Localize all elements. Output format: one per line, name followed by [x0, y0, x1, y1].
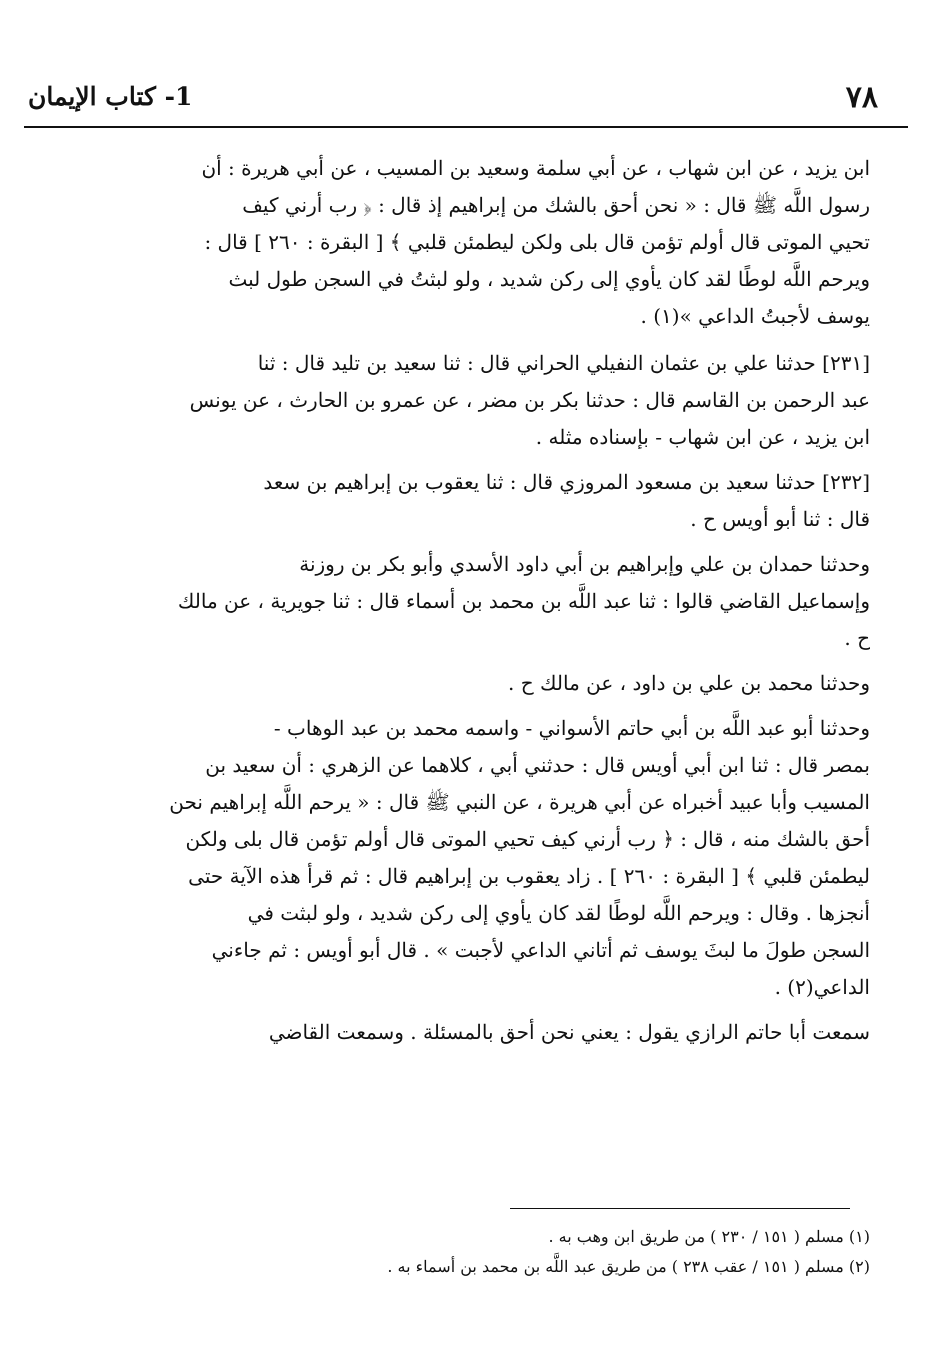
chapter-title: 1- كتاب الإيمان: [28, 82, 193, 111]
body-line: المسيب وأبا عبيد أخبراه عن أبي هريرة ، عن النبي ﷺ قال : « يرحم اللَّه إبراهيم نحن: [169, 790, 870, 814]
body-line: يوسف لأجبتُ الداعي »(١) .: [640, 304, 870, 328]
body-line: عبد الرحمن بن القاسم قال : حدثنا بكر بن مضر ، عن عمرو بن الحارث ، عن يونس: [189, 388, 870, 412]
footnote-separator: [510, 1208, 850, 1209]
page-number: ٧٨: [845, 80, 878, 115]
body-line: ح .: [844, 626, 870, 650]
footnote: (٢) مسلم ( ١٥١ / عقب ٢٣٨ ) من طريق عبد اللَّه بن محمد بن أسماء به .: [387, 1257, 870, 1276]
body-line: ليطمئن قلبي ﴾ [ البقرة : ٢٦٠ ] . زاد يعقوب بن إبراهيم قال : ثم قرأ هذه الآية حتى: [188, 864, 870, 888]
body-line: رسول اللَّه ﷺ قال : « نحن أحق بالشك من إبراهيم إذ قال : ﴿ رب أرني كيف: [242, 193, 870, 217]
footnotes: [24, 1222, 870, 1282]
body-line: وحدثنا أبو عبد اللَّه بن أبي حاتم الأسواني - واسمه محمد بن عبد الوهاب -: [273, 716, 870, 740]
body-line: قال : ثنا أبو أويس ح .: [690, 507, 870, 531]
page-header: [24, 78, 908, 128]
body-line: وحدثنا حمدان بن علي وإبراهيم بن أبي داود الأسدي وأبو بكر بن روزنة: [299, 552, 870, 576]
body-line: الداعي(٢) .: [774, 975, 870, 999]
body-line: تحيي الموتى قال أولم تؤمن قال بلى ولكن ليطمئن قلبي ﴾ [ البقرة : ٢٦٠ ] قال :: [204, 230, 870, 254]
body-line: أحق بالشك منه ، قال : ﴿ رب أرني كيف تحيي الموتى قال أولم تؤمن قال بلى ولكن: [185, 827, 870, 851]
body-line: [٢٣٢] حدثنا سعيد بن مسعود المروزي قال : ثنا يعقوب بن إبراهيم بن سعد: [263, 470, 870, 494]
body-line: وإسماعيل القاضي قالوا : ثنا عبد اللَّه بن محمد بن أسماء قال : ثنا جويرية ، عن مالك: [177, 589, 870, 613]
body-line: ويرحم اللَّه لوطًا لقد كان يأوي إلى ركن شديد ، ولو لبثتُ في السجن طول لبث: [228, 267, 870, 291]
body-line: سمعت أبا حاتم الرازي يقول : يعني نحن أحق بالمسئلة . وسمعت القاضي: [268, 1020, 870, 1044]
body-line: [٢٣١] حدثنا علي بن عثمان النفيلي الحراني قال : ثنا سعيد بن تليد قال : ثنا: [257, 351, 870, 375]
body-line: وحدثنا محمد بن علي بن داود ، عن مالك ح .: [508, 671, 870, 695]
body-line: ابن يزيد ، عن ابن شهاب - بإسناده مثله .: [535, 425, 870, 449]
body-line: بمصر قال : ثنا ابن أبي أويس قال : حدثني أبي ، كلاهما عن الزهري : أن سعيد بن: [205, 753, 870, 777]
body-line: أنجزها . وقال : ويرحم اللَّه لوطًا لقد كان يأوي إلى ركن شديد ، ولو لبثت في: [247, 901, 870, 925]
body-line: السجن طولَ ما لبثَ يوسف ثم أتاني الداعي لأجبت » . قال أبو أويس : ثم جاءني: [211, 938, 870, 962]
body-line: ابن يزيد ، عن ابن شهاب ، عن أبي سلمة وسعيد بن المسيب ، عن أبي هريرة : أن: [201, 156, 870, 180]
body-text: [24, 150, 870, 1051]
footnote: (١) مسلم ( ١٥١ / ٢٣٠ ) من طريق ابن وهب به .: [548, 1227, 870, 1246]
